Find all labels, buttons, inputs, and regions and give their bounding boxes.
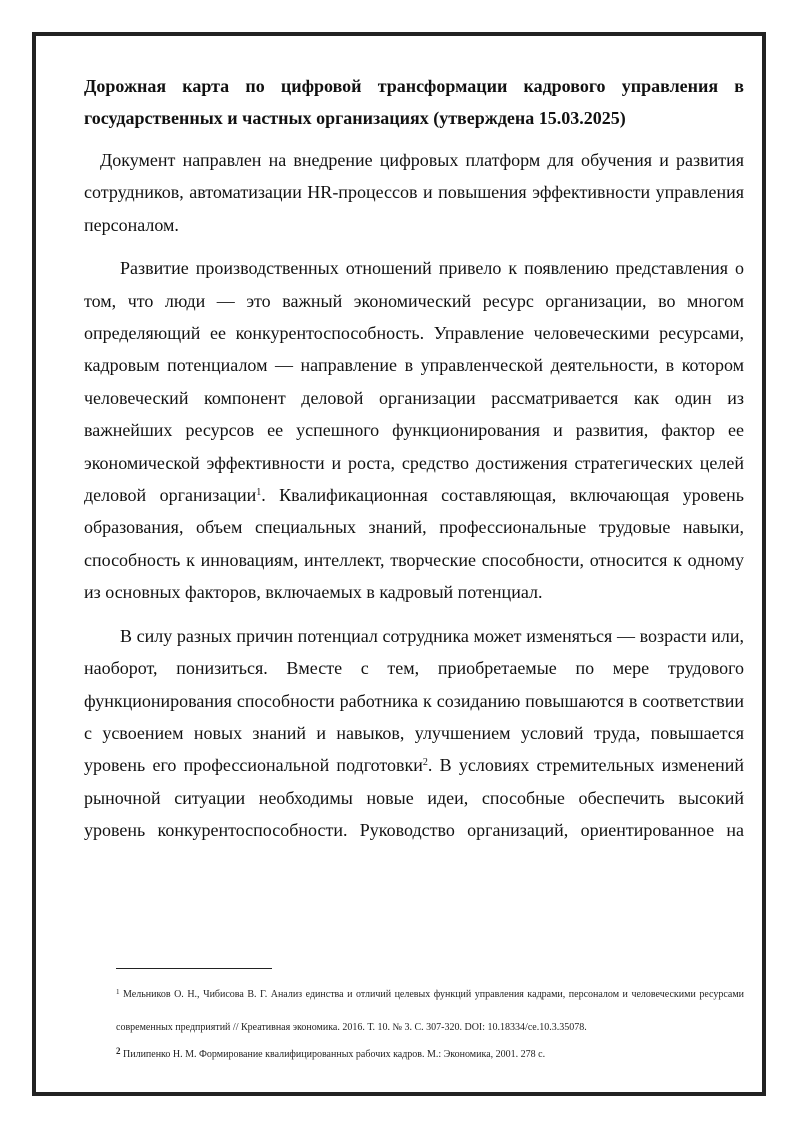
footnote-reference-2[interactable]: 2	[422, 757, 428, 769]
paragraph-text: Развитие производственных отношений привело к появлению представления о том, что люди — это важный экономический ресурс организации, во многом определяющий ее конкурентоспособность. Управление человеческими ресурсами, кадровым потенциалом — направление в управленческой деятельности, в котором человеческий компонент деловой организации рассматривается как один из важнейших ресурсов ее успешного функционирования и развития, фактор ее экономической эффективности и роста, средство достижения стратегических целей деловой организации	[84, 258, 744, 506]
footnote-1	[116, 978, 744, 1044]
body-paragraph-1	[84, 252, 744, 608]
footnote-number: 1	[116, 988, 120, 996]
body-paragraph-2	[84, 620, 744, 847]
footnote-number: 2	[116, 1046, 121, 1056]
intro-paragraph: Документ направлен на внедрение цифровых платформ для обучения и развития сотрудников, автоматизации HR-процессов и повышения эффективности управления персоналом.	[84, 150, 744, 235]
document-title: Дорожная карта по цифровой трансформации кадрового управления в государственных и частных организациях (утверждена 15.03.2025)	[84, 76, 744, 128]
paragraph-text: В силу разных причин потенциал сотрудника может изменяться — возрасти или, наоборот, понизиться. Вместе с тем, приобретаемые по мере трудового функционирования способности работника к созиданию повышаются в соответствии с усвоением новых знаний и навыков, улучшением условий труда, повышается уровень его профессиональной подготовки	[84, 625, 744, 776]
paragraph-text: . Квалификационная составляющая, включающая уровень образования, объем специальных знаний, профессиональные трудовые навыки, способность к инновациям, интеллект, творческие способности, относится к одному из основных факторов, включаемых в кадровый потенциал.	[84, 485, 744, 603]
footnote-reference-1[interactable]: 1	[256, 487, 262, 499]
footnotes	[116, 978, 744, 1062]
footnote-separator	[116, 968, 272, 969]
footnote-text: Пилипенко Н. М. Формирование квалифицированных рабочих кадров. М.: Экономика, 2001. 278 с.	[123, 1049, 546, 1060]
paragraph-text: . В условиях стремительных изменений рыночной ситуации необходимы новые идеи, способные обеспечить высокий уровень конкурентоспособности. Руководство организаций, ориентированное на	[84, 755, 744, 841]
footnote-2	[116, 1048, 744, 1062]
footnote-text: Мельников О. Н., Чибисова В. Г. Анализ единства и отличий целевых функций управления кадрами, персоналом и человеческими ресурсами современных предприятий // Креативная экономика. 2016. Т. 10. № 3. С. 307-320. DOI: 10.18334/ce.10.3.35078.	[116, 989, 744, 1033]
document-body	[84, 70, 744, 847]
